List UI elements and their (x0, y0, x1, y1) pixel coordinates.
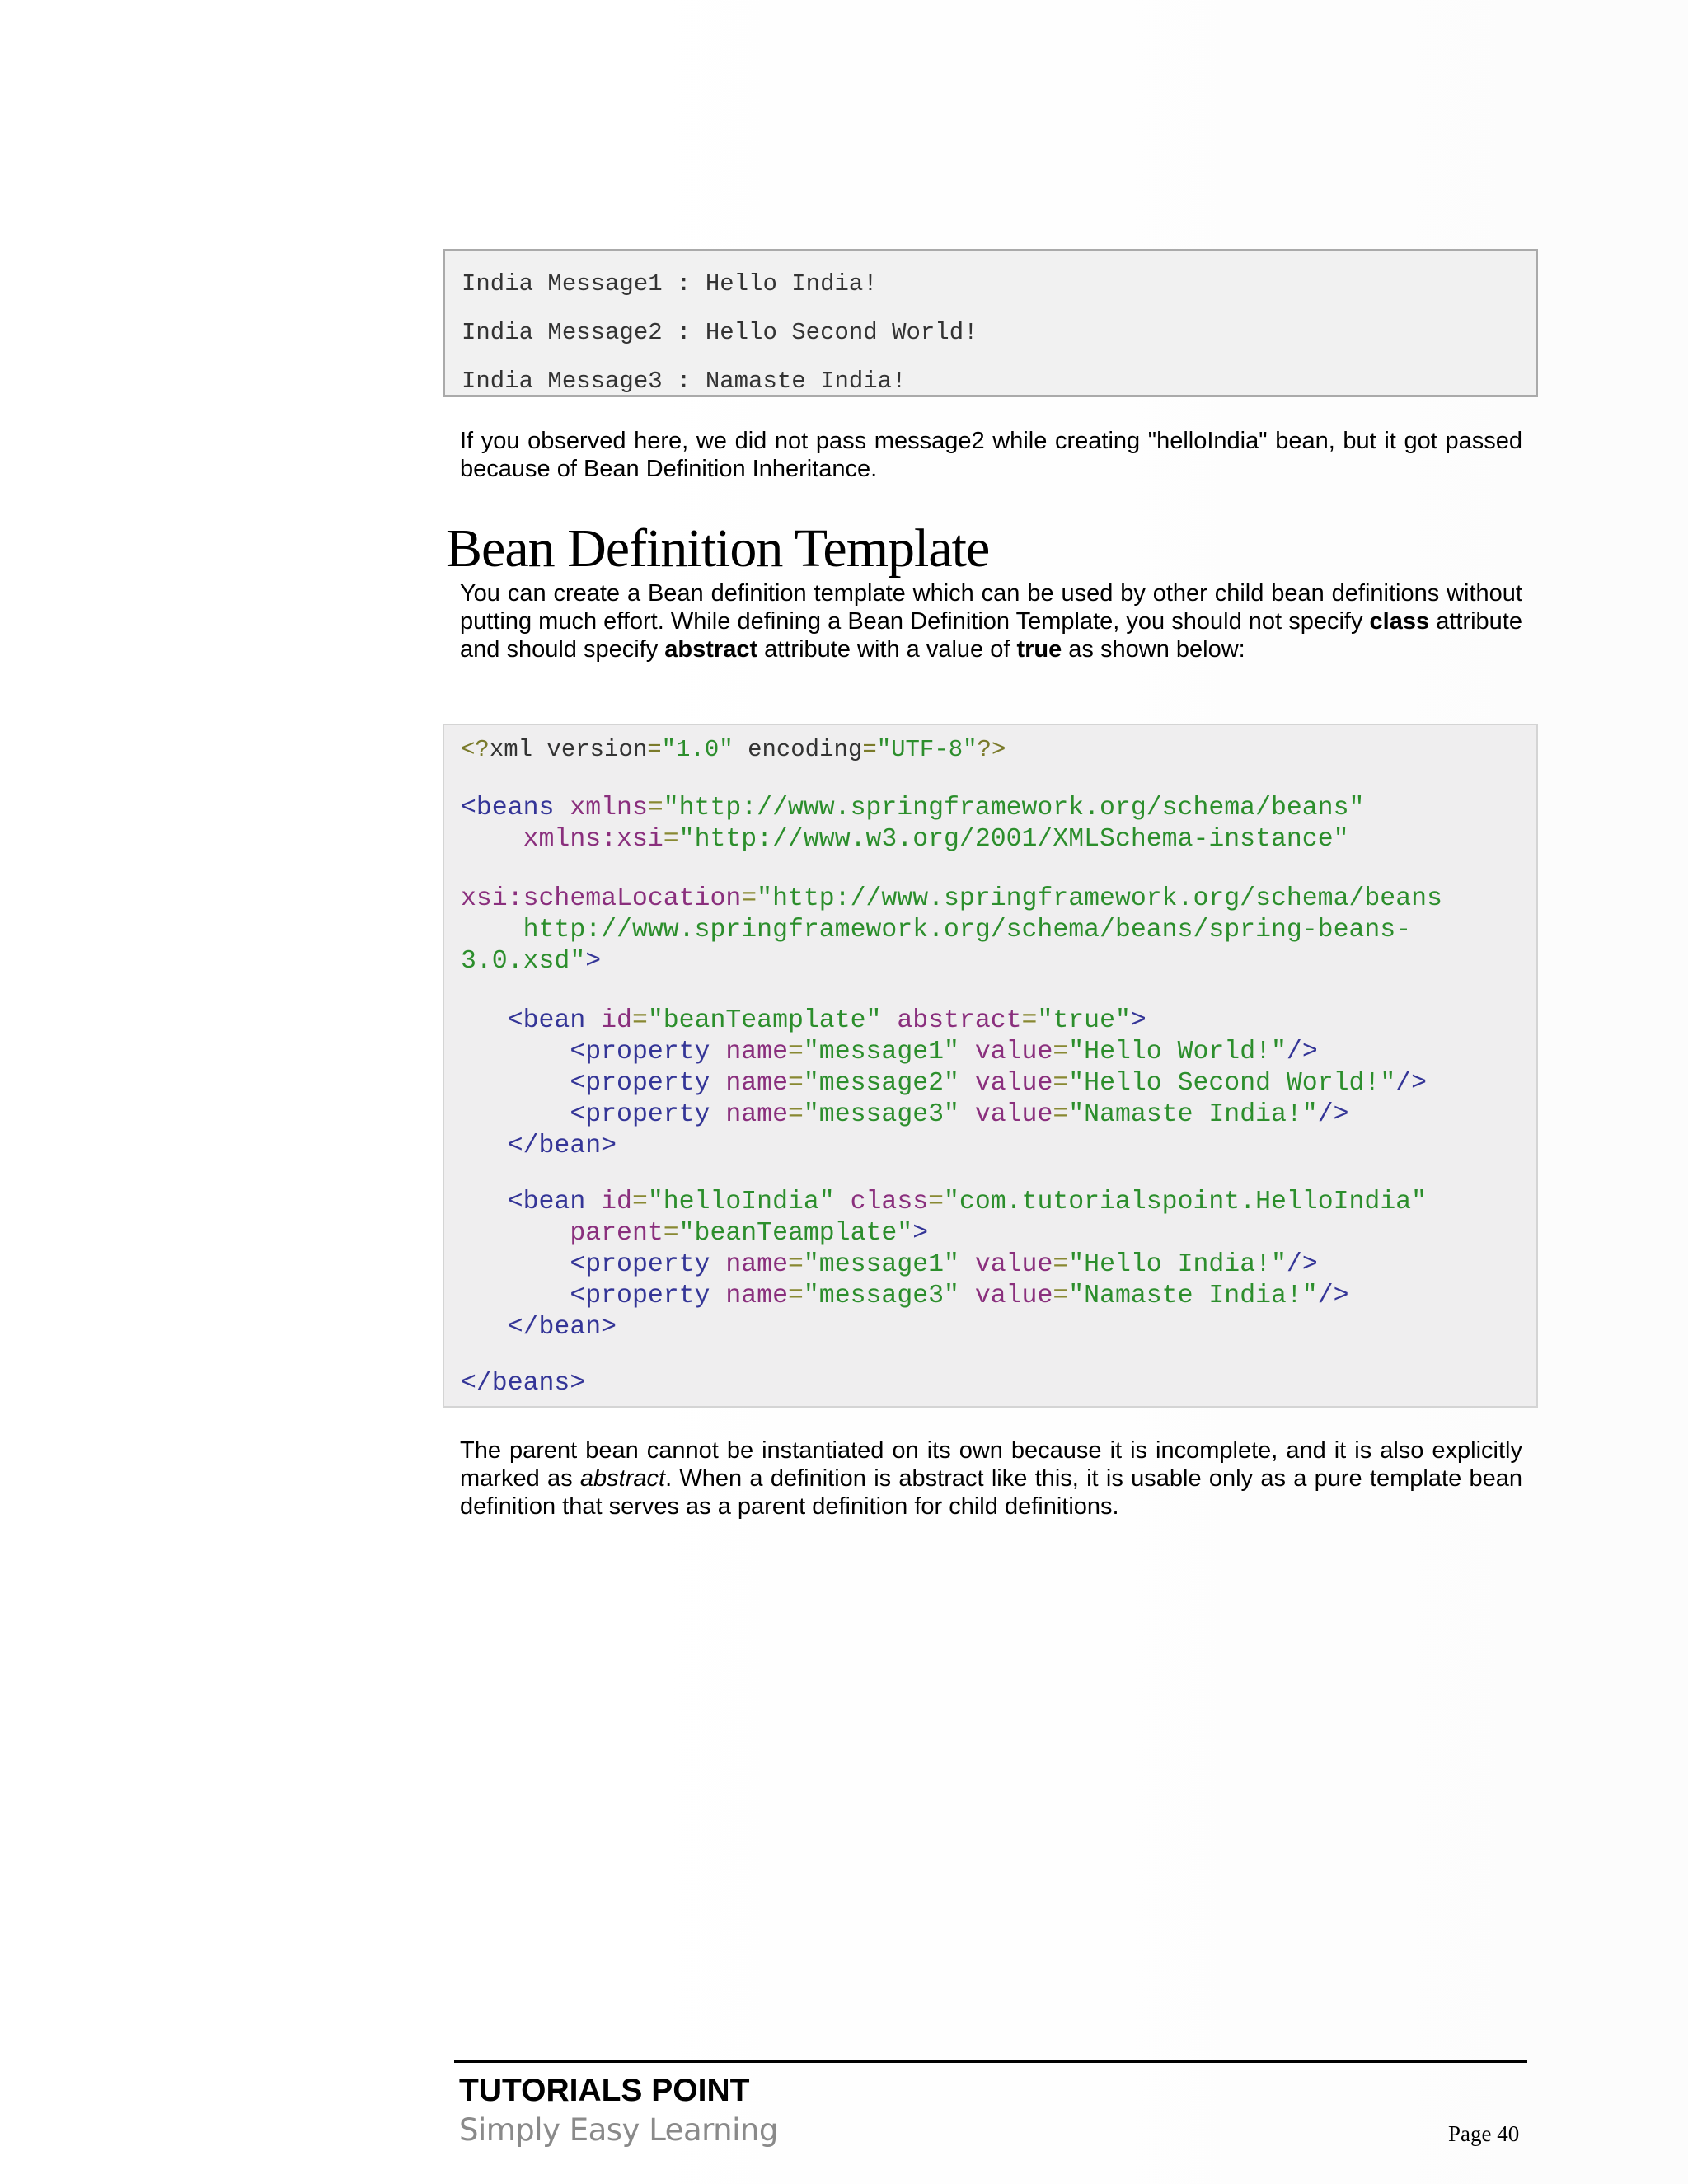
template-intro-paragraph: You can create a Bean definition template which can be used by other child bean definitions without putting much effort. While defining a Bean Definition Template, you should not specify class attribute and should specify abstract attribute with a value of true as shown below: (460, 580, 1522, 663)
abstract-explanation-paragraph: The parent bean cannot be instantiated on its own because it is incomplete, and it is also explicitly marked as abstract. When a definition is abstract like this, it is usable only as a pure template bean definition that serves as a parent definition for child definitions. (460, 1437, 1522, 1520)
code-line-property: <property name="message1" value="Hello World!"/> (570, 1038, 1318, 1066)
code-line-xmlns-xsi: xmlns:xsi="http://www.w3.org/2001/XMLSchema-instance" (523, 825, 1349, 854)
code-line-template-bean-open: <bean id="beanTeamplate" abstract="true"> (507, 1006, 1146, 1035)
code-line-schema-location-end: 3.0.xsd"> (461, 947, 602, 976)
inheritance-note-paragraph: If you observed here, we did not pass message2 while creating "helloIndia" bean, but it got passed because of Bean Definition Inheritance. (460, 428, 1522, 482)
output-line: India Message2 : Hello Second World! (462, 319, 978, 346)
code-line-bean-close: </bean> (507, 1313, 617, 1342)
page-number: Page 40 (1448, 2121, 1520, 2146)
footer-divider (454, 2060, 1527, 2063)
code-line-parent-attr: parent="beanTeamplate"> (570, 1219, 929, 1248)
output-line: India Message3 : Namaste India! (462, 368, 907, 395)
footer-brand: TUTORIALS POINT (459, 2073, 750, 2108)
output-line: India Message1 : Hello India! (462, 270, 878, 298)
xml-code-block (443, 724, 1538, 1408)
code-line-helloindia-bean-open: <bean id="helloIndia" class="com.tutorialspoint.HelloIndia" (507, 1188, 1428, 1216)
footer-tagline: Simply Easy Learning (459, 2112, 778, 2148)
code-line-bean-close: </bean> (507, 1132, 617, 1160)
keyword-class: class (1369, 608, 1430, 635)
emphasis-abstract: abstract (579, 1465, 666, 1492)
code-line-property: <property name="message3" value="Namaste India!"/> (570, 1100, 1349, 1129)
code-line-beans-close: </beans> (461, 1369, 586, 1398)
keyword-true: true (1016, 636, 1062, 663)
code-line-schema-location-cont: http://www.springframework.org/schema/beans/spring-beans- (523, 916, 1412, 944)
keyword-abstract: abstract (664, 636, 758, 663)
section-heading: Bean Definition Template (446, 518, 990, 579)
code-line-beans-open: <beans xmlns="http://www.springframework.org/schema/beans" (461, 794, 1365, 823)
console-output-box (443, 249, 1538, 397)
code-line-property: <property name="message3" value="Namaste India!"/> (570, 1282, 1349, 1310)
code-line-xml-declaration: <?xml version="1.0" encoding="UTF-8"?> (461, 736, 1006, 763)
code-line-property: <property name="message1" value="Hello India!"/> (570, 1250, 1318, 1279)
code-line-property: <property name="message2" value="Hello Second World!"/> (570, 1069, 1428, 1098)
code-line-schema-location: xsi:schemaLocation="http://www.springframework.org/schema/beans (461, 884, 1442, 913)
